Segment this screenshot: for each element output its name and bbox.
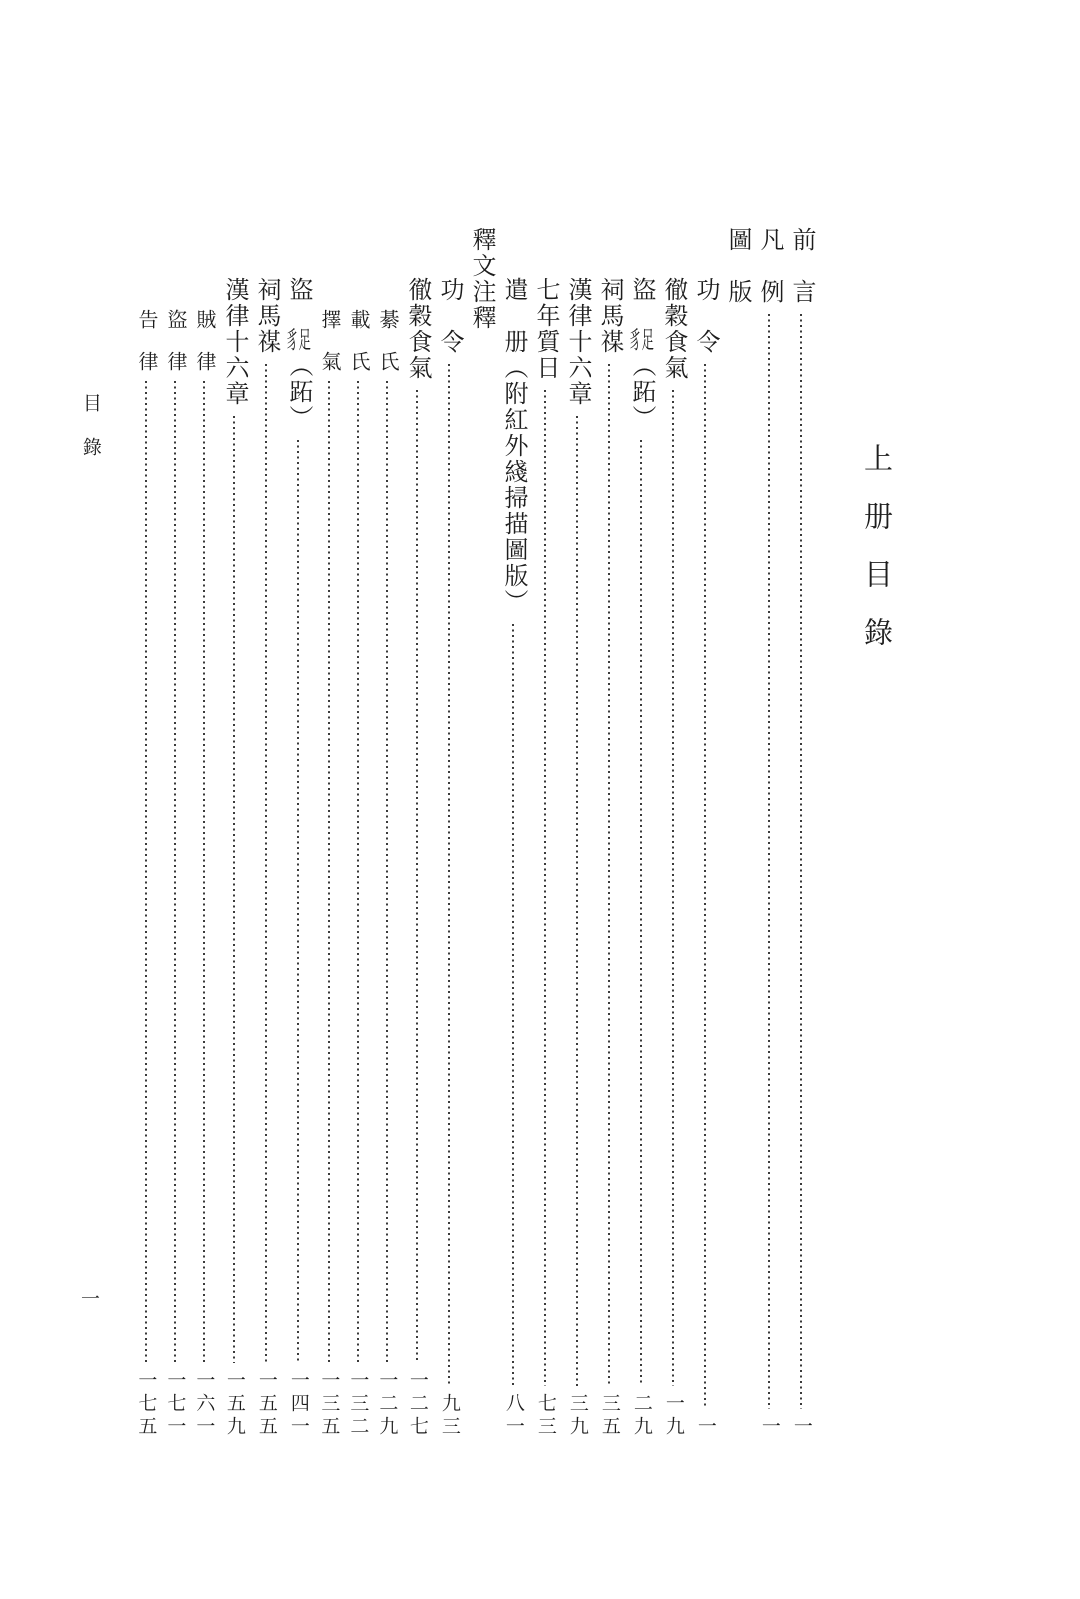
toc-entry-page-number: 三五 (598, 1393, 620, 1439)
toc-entry-title: 釋文注釋 (468, 227, 494, 331)
toc-entry (433, 227, 465, 1439)
toc-entry-title: 前 言 (788, 227, 814, 305)
dotted-leader (357, 381, 359, 1363)
toc-entry-title: 盜 豸足（跖） (285, 277, 311, 431)
dotted-leader (386, 381, 388, 1363)
toc-entry-title: 賊 律 (193, 309, 215, 372)
toc-entry-page-number: 一九 (662, 1393, 684, 1439)
toc-entry (250, 227, 282, 1439)
toc-entry-title: 祠馬禖 (253, 277, 279, 355)
dotted-leader (640, 440, 642, 1386)
toc-entry (785, 227, 817, 1439)
toc-entry (401, 227, 433, 1439)
toc-entry-page-number: 三九 (566, 1393, 588, 1439)
toc-entry (314, 227, 343, 1439)
toc-entry (372, 227, 401, 1439)
toc-entry-page-number: 一七一 (164, 1370, 186, 1439)
toc-entry-page-number: 一二七 (406, 1370, 428, 1439)
dotted-leader (768, 314, 770, 1409)
toc-entry-page-number: 一 (790, 1416, 812, 1439)
dotted-leader (297, 440, 299, 1363)
toc-entry-title: 盜 豸足（跖） (628, 277, 654, 431)
toc-entry-title: 徹穀食氣 (660, 277, 686, 381)
toc-entry-title: 功 令 (692, 277, 718, 355)
dotted-leader (544, 390, 546, 1386)
margin-running-title: 目 錄 (79, 393, 101, 459)
toc-entry-page-number: 一五九 (223, 1370, 245, 1439)
toc-entry-page-number: 八一 (502, 1393, 524, 1439)
toc-entry-page-number: 一五五 (255, 1370, 277, 1439)
composed-rare-char: 豸足 (629, 328, 654, 354)
toc-entry-title: 祠馬禖 (596, 277, 622, 355)
dotted-leader (328, 381, 330, 1363)
toc-entry-page-number: 二九 (630, 1393, 652, 1439)
toc-entry-page-number: 七三 (534, 1393, 556, 1439)
toc-entry (343, 227, 372, 1439)
toc-entry (593, 227, 625, 1439)
dotted-leader (448, 364, 450, 1386)
toc-entry (561, 227, 593, 1439)
toc-entry (497, 227, 529, 1439)
dotted-leader (512, 624, 514, 1386)
toc-entry-title: 告 律 (135, 309, 157, 372)
toc-entry-page-number: 一 (758, 1416, 780, 1439)
toc-entry-title: 漢律十六章 (564, 277, 590, 407)
toc-entry-title: 功 令 (436, 277, 462, 355)
toc-entry-page-number: 一六一 (193, 1370, 215, 1439)
toc-entry-page-number: 一三五 (318, 1370, 340, 1439)
toc-entry (721, 227, 753, 1439)
toc-entry-title: 盜 律 (164, 309, 186, 372)
folio-page-number: 一 (81, 1289, 101, 1310)
dotted-leader (704, 364, 706, 1409)
toc-entry-title: 載 氏 (347, 309, 369, 372)
toc-entry-page-number: 一三二 (347, 1370, 369, 1439)
toc-entry-title: 徹穀食氣 (404, 277, 430, 381)
toc-entry (282, 227, 314, 1439)
toc-entry (529, 227, 561, 1439)
dotted-leader (265, 364, 267, 1363)
toc-entry-title: 遣 册（附紅外綫掃描圖版） (500, 277, 526, 615)
dotted-leader (145, 381, 147, 1363)
toc-entry (689, 227, 721, 1439)
dotted-leader (174, 381, 176, 1363)
toc-entry-title: 綦 氏 (376, 309, 398, 372)
dotted-leader (608, 364, 610, 1386)
composed-rare-char: 豸足 (286, 328, 311, 354)
toc-entry-page-number: 九三 (438, 1393, 460, 1439)
toc-entry (657, 227, 689, 1439)
dotted-leader (203, 381, 205, 1363)
toc-entry (753, 227, 785, 1439)
dotted-leader (416, 390, 418, 1363)
toc-entry (625, 227, 657, 1439)
toc-entry-page-number: 一四一 (287, 1370, 309, 1439)
toc (131, 227, 817, 1439)
toc-entry-page-number: 一 (694, 1416, 716, 1439)
book-title: 上 册 目 錄 (860, 443, 892, 646)
toc-entry (218, 227, 250, 1439)
toc-entry-title: 七年質日 (532, 277, 558, 381)
toc-entry-title: 漢律十六章 (221, 277, 247, 407)
toc-entry-title: 圖 版 (724, 227, 750, 305)
toc-entry-title: 擇 氣 (318, 309, 340, 372)
toc-entry (189, 227, 218, 1439)
toc-entry-page-number: 一七五 (135, 1370, 157, 1439)
toc-entry (131, 227, 160, 1439)
dotted-leader (233, 416, 235, 1363)
toc-entry (160, 227, 189, 1439)
toc-entry-page-number: 一二九 (376, 1370, 398, 1439)
dotted-leader (576, 416, 578, 1386)
dotted-leader (800, 314, 802, 1409)
dotted-leader (672, 390, 674, 1386)
toc-entry (465, 227, 497, 1439)
toc-entry-title: 凡 例 (756, 227, 782, 305)
